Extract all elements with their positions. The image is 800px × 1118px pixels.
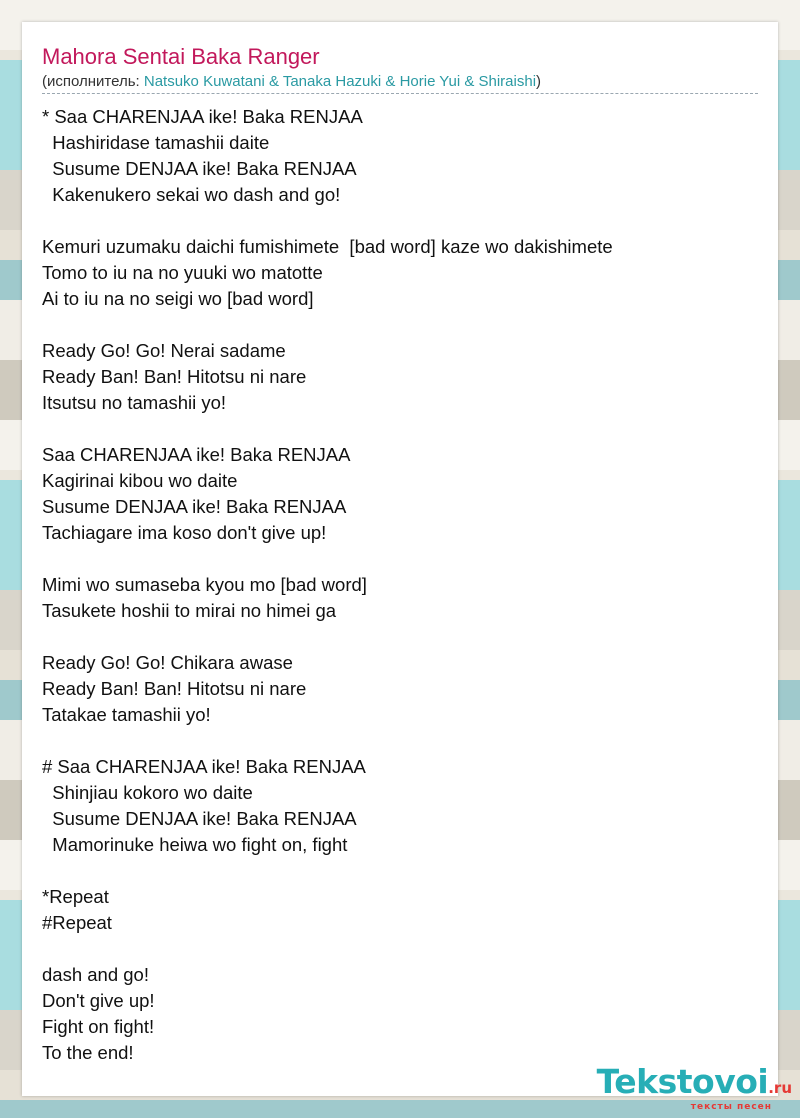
lyrics-text: * Saa CHARENJAA ike! Baka RENJAA Hashiridase tamashii daite Susume DENJAA ike! Baka RENJAA Kakenukero sekai wo dash and go! Kemuri uzumaku daichi fumishimete [bad word] kaze wo dakishimete Tomo to iu na no yuuki wo matotte Ai to iu na no seigi wo [bad word] Ready Go! Go! Nerai sadame Ready Ban! Ban! Hitotsu ni nare Itsutsu no tamashii yo! Saa CHARENJAA ike! Baka RENJAA Kagirinai kibou wo daite Susume DENJAA ike! Baka RENJAA Tachiagare ima koso don't give up! Mimi wo sumaseba kyou mo [bad word] Tasukete hoshii to mirai no himei ga Ready Go! Go! Chikara awase Ready Ban! Ban! Hitotsu ni nare Tatakae tamashii yo! # Saa CHARENJAA ike! Baka RENJAA Shinjiau kokoro wo daite Susume DENJAA ike! Baka RENJAA Mamorinuke heiwa wo fight on, fight *Repeat #Repeat dash and go! Don't give up! Fight on fight! To the end! [42, 106, 613, 1063]
song-title: Mahora Sentai Baka Ranger [42, 44, 320, 69]
artist-link[interactable]: Natsuko Kuwatani & Tanaka Hazuki & Horie Yui & Shiraishi [143, 73, 537, 90]
artist-suffix: ) [536, 73, 542, 90]
site-logo[interactable] [596, 1062, 792, 1112]
logo-wordmark [596, 1062, 792, 1105]
lyrics-card [22, 22, 778, 1096]
logo-tld: .ru [768, 1079, 792, 1097]
artist-line [42, 72, 758, 94]
logo-tagline: тексты песен [690, 1102, 772, 1112]
logo-brand: Tekstovoi [596, 1062, 769, 1101]
artist-prefix: (исполнитель: [42, 73, 144, 90]
